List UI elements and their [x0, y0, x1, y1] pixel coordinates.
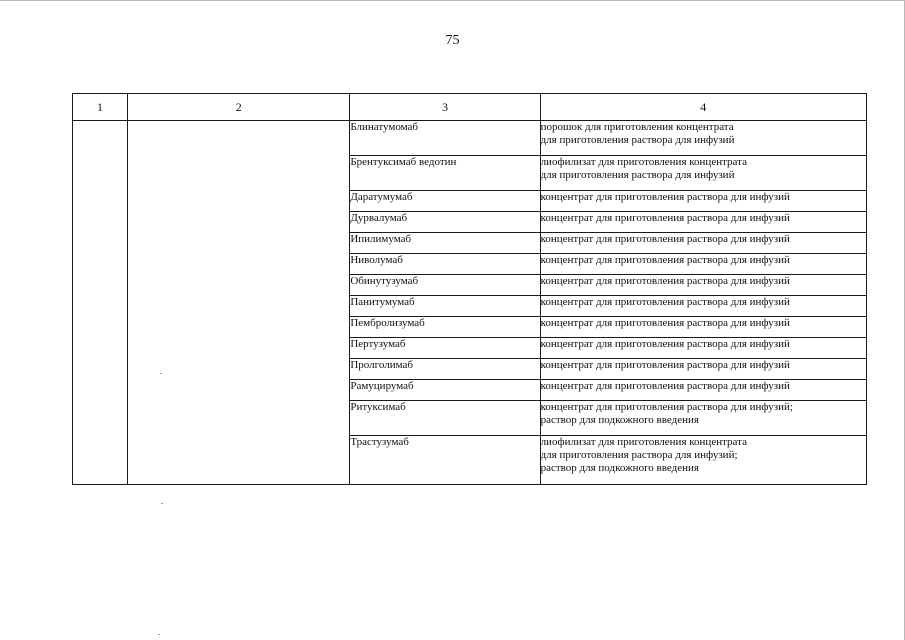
drug-table	[72, 93, 867, 485]
dosage-form-line: концентрат для приготовления раствора для инфузий	[540, 254, 790, 266]
drug-name-cell: Дурвалумаб	[350, 212, 540, 233]
scan-speck	[160, 373, 162, 374]
drug-name-cell: Ниволумаб	[350, 254, 540, 275]
dosage-form-line: концентрат для приготовления раствора для инфузий	[540, 275, 790, 287]
dosage-form-line: концентрат для приготовления раствора для инфузий	[540, 233, 790, 245]
dosage-form-line: для приготовления раствора для инфузий	[540, 134, 735, 146]
drug-name-cell: Блинатумомаб	[350, 121, 540, 156]
dosage-form-cell	[540, 317, 866, 338]
page-edge-top	[0, 0, 905, 1]
dosage-form-cell	[540, 296, 866, 317]
dosage-form-line: концентрат для приготовления раствора для инфузий	[540, 338, 790, 350]
column-header-1: 1	[73, 94, 128, 121]
dosage-form-cell	[540, 380, 866, 401]
dosage-form-cell	[540, 233, 866, 254]
group-description-cell	[128, 121, 350, 485]
scan-speck	[161, 503, 163, 504]
dosage-form-line: порошок для приготовления концентрата	[540, 121, 734, 133]
dosage-form-line: для приготовления раствора для инфузий	[540, 169, 735, 181]
dosage-form-line: концентрат для приготовления раствора для инфузий	[540, 191, 790, 203]
drug-name-cell: Ритуксимаб	[350, 401, 540, 436]
dosage-form-line: концентрат для приготовления раствора для инфузий	[540, 212, 790, 224]
drug-name-cell: Ипилимумаб	[350, 233, 540, 254]
dosage-form-line: раствор для подкожного введения	[540, 462, 699, 474]
dosage-form-cell	[540, 191, 866, 212]
dosage-form-cell	[540, 121, 866, 156]
column-header-3: 3	[350, 94, 540, 121]
dosage-form-line: лиофилизат для приготовления концентрата	[540, 156, 747, 168]
dosage-form-cell	[540, 359, 866, 380]
column-header-4: 4	[540, 94, 866, 121]
table-row	[73, 121, 867, 156]
drug-name-cell: Брентуксимаб ведотин	[350, 156, 540, 191]
scan-speck	[158, 634, 160, 635]
drug-name-cell: Обинутузумаб	[350, 275, 540, 296]
dosage-form-cell	[540, 156, 866, 191]
dosage-form-line: концентрат для приготовления раствора для инфузий;	[540, 401, 793, 413]
table-header-row	[73, 94, 867, 121]
drug-name-cell: Даратумумаб	[350, 191, 540, 212]
dosage-form-line: концентрат для приготовления раствора для инфузий	[540, 359, 790, 371]
drug-name-cell: Трастузумаб	[350, 436, 540, 485]
column-header-2: 2	[128, 94, 350, 121]
drug-name-cell: Панитумумаб	[350, 296, 540, 317]
drug-name-cell: Пертузумаб	[350, 338, 540, 359]
dosage-form-cell	[540, 212, 866, 233]
dosage-form-cell	[540, 436, 866, 485]
dosage-form-line: концентрат для приготовления раствора для инфузий	[540, 380, 790, 392]
dosage-form-line: концентрат для приготовления раствора для инфузий	[540, 317, 790, 329]
dosage-form-cell	[540, 338, 866, 359]
dosage-form-cell	[540, 401, 866, 436]
dosage-form-line: для приготовления раствора для инфузий;	[540, 449, 738, 461]
dosage-form-cell	[540, 275, 866, 296]
group-code-cell	[73, 121, 128, 485]
dosage-form-line: раствор для подкожного введения	[540, 414, 699, 426]
table-body	[73, 121, 867, 485]
drug-name-cell: Пролголимаб	[350, 359, 540, 380]
dosage-form-cell	[540, 254, 866, 275]
page-number: 75	[445, 33, 460, 48]
drug-name-cell: Рамуцирумаб	[350, 380, 540, 401]
dosage-form-line: концентрат для приготовления раствора для инфузий	[540, 296, 790, 308]
drug-name-cell: Пембролизумаб	[350, 317, 540, 338]
dosage-form-line: лиофилизат для приготовления концентрата	[540, 436, 747, 448]
